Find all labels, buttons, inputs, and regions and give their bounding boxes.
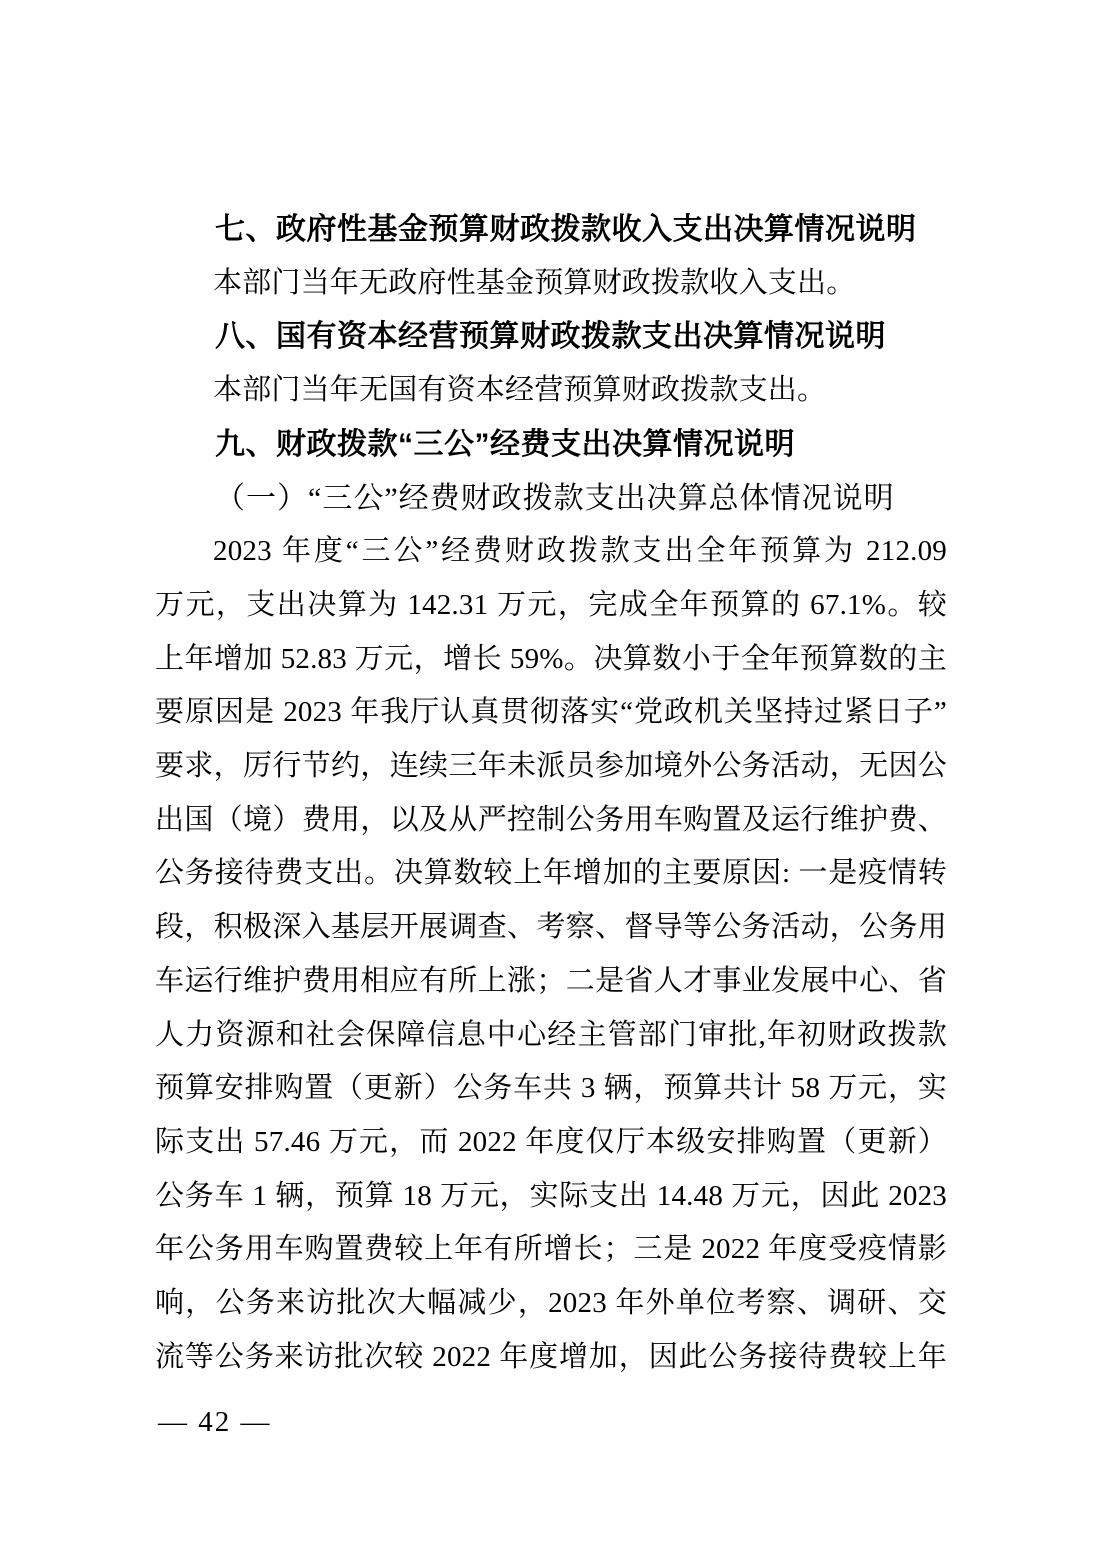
paragraph-line: 2023 年度“三公”经费财政拨款支出全年预算为 212.09 — [213, 535, 947, 568]
paragraph-line: 要求，厉行节约，连续三年未派员参加境外公务活动，无因公 — [155, 750, 947, 783]
paragraph-line: 公务车 1 辆，预算 18 万元，实际支出 14.48 万元，因此 2023 — [155, 1179, 947, 1212]
section-8-body: 本部门当年无国有资本经营预算财政拨款支出。 — [213, 374, 827, 407]
paragraph-line: 要原因是 2023 年我厅认真贯彻落实“党政机关坚持过紧日子” — [155, 696, 947, 729]
paragraph-line: 预算安排购置（更新）公务车共 3 辆，预算共计 58 万元，实 — [155, 1072, 947, 1105]
page-number: — 42 — — [158, 1406, 272, 1438]
section-7-heading: 七、政府性基金预算财政拨款收入支出决算情况说明 — [215, 213, 917, 246]
paragraph-line: 流等公务来访批次较 2022 年度增加，因此公务接待费较上年 — [155, 1340, 947, 1373]
paragraph-line: 际支出 57.46 万元，而 2022 年度仅厅本级安排购置（更新） — [155, 1125, 947, 1158]
paragraph-line: 人力资源和社会保障信息中心经主管部门审批,年初财政拨款 — [155, 1018, 947, 1051]
section-9-subheading: （一）“三公”经费财政拨款支出决算总体情况说明 — [215, 481, 895, 515]
paragraph-line: 年公务用车购置费较上年有所增长；三是 2022 年度受疫情影 — [155, 1233, 947, 1266]
paragraph-line: 公务接待费支出。决算数较上年增加的主要原因: 一是疫情转 — [155, 857, 947, 890]
paragraph-line: 响，公务来访批次大幅减少，2023 年外单位考察、调研、交 — [155, 1287, 947, 1320]
paragraph-line: 上年增加 52.83 万元，增长 59%。决算数小于全年预算数的主 — [155, 642, 947, 675]
section-9-heading: 九、财政拨款“三公”经费支出决算情况说明 — [215, 427, 795, 461]
paragraph-line: 车运行维护费用相应有所上涨；二是省人才事业发展中心、省 — [155, 964, 947, 997]
section-8-heading: 八、国有资本经营预算财政拨款支出决算情况说明 — [215, 320, 886, 354]
page-content — [155, 203, 947, 1384]
section-7-body: 本部门当年无政府性基金预算财政拨款收入支出。 — [213, 266, 856, 299]
paragraph-line: 出国（境）费用，以及从严控制公务用车购置及运行维护费、 — [155, 803, 947, 836]
paragraph-line: 段，积极深入基层开展调查、考察、督导等公务活动，公务用 — [155, 911, 947, 944]
paragraph-line: 万元，支出决算为 142.31 万元，完成全年预算的 67.1%。较 — [155, 588, 947, 621]
